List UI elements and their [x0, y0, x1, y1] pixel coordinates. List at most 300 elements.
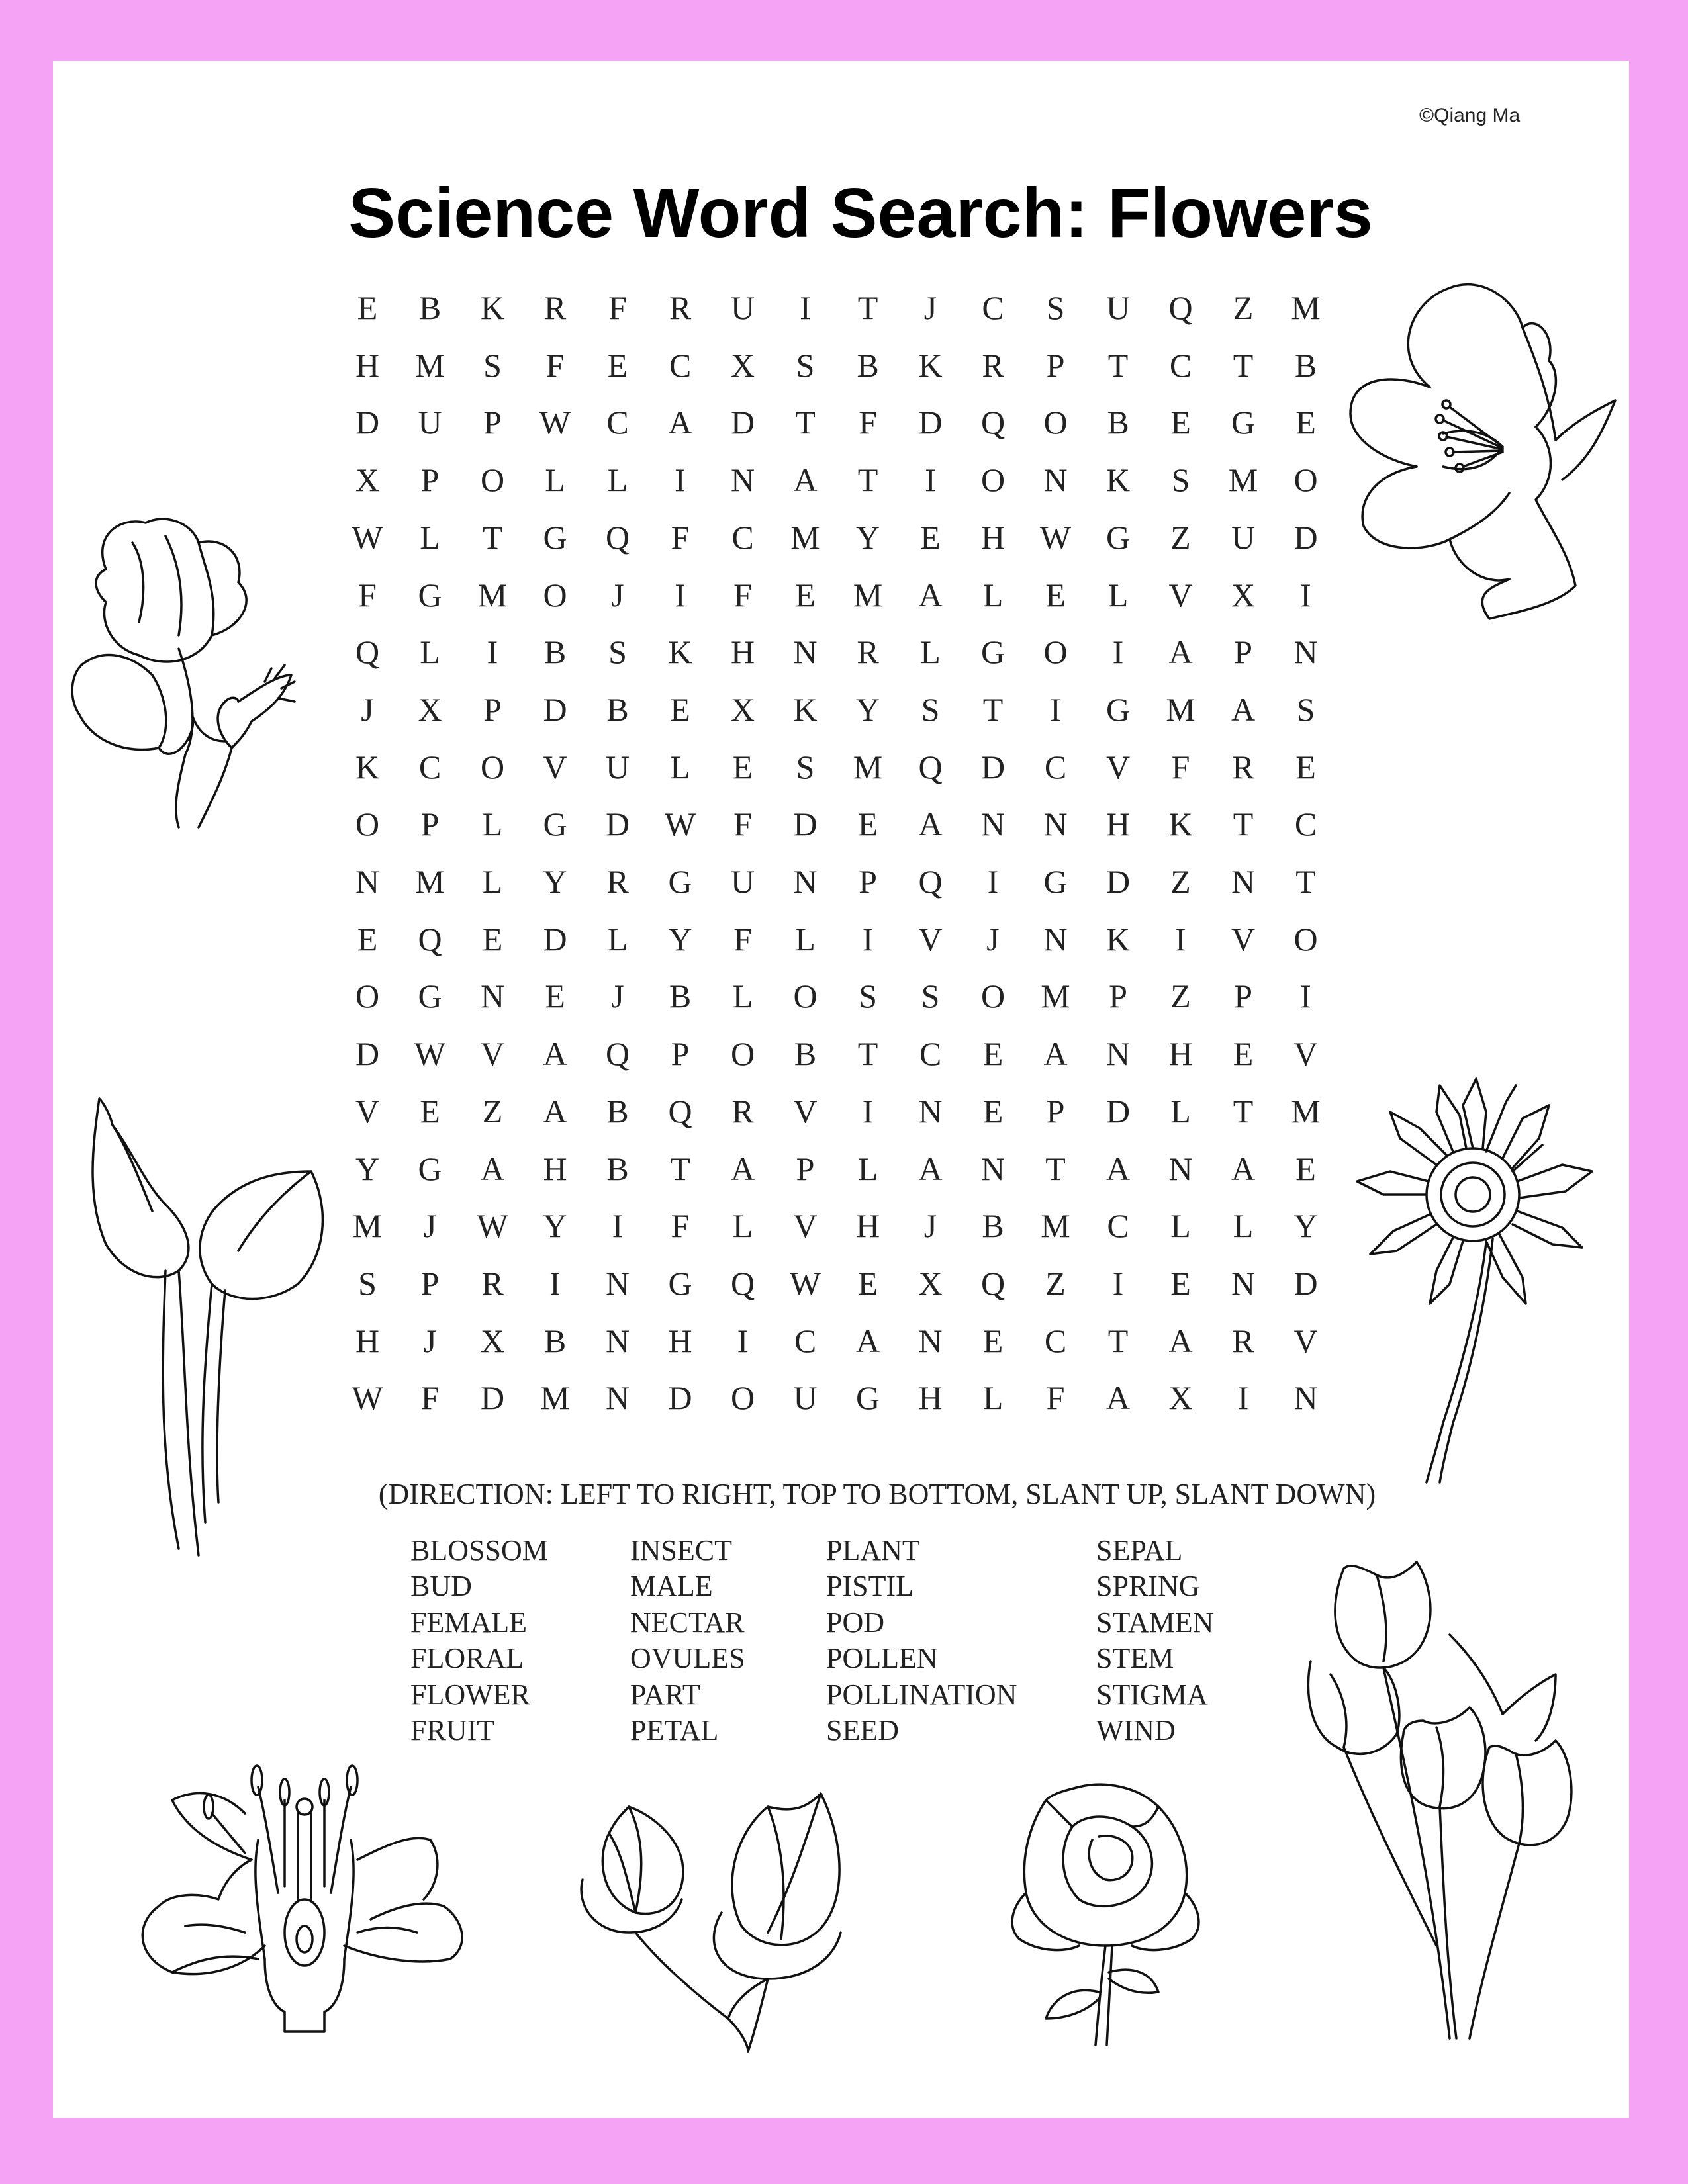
grid-letter: E [732, 748, 753, 786]
grid-letter: C [1044, 748, 1067, 786]
grid-letter: T [857, 1035, 878, 1073]
grid-letter: A [543, 1092, 567, 1130]
word-list-item: PART [630, 1678, 700, 1711]
grid-letter: R [731, 1092, 754, 1130]
grid-letter: D [980, 748, 1006, 786]
grid-letter: N [355, 863, 380, 900]
grid-letter: C [418, 748, 442, 786]
grid-letter: G [855, 1379, 880, 1417]
grid-letter: A [855, 1322, 880, 1359]
word-list-item: FRUIT [410, 1713, 495, 1747]
grid-letter: C [1044, 1322, 1067, 1359]
grid-letter: O [480, 748, 505, 786]
grid-letter: N [1293, 1379, 1318, 1417]
word-list-item: STEM [1096, 1642, 1174, 1675]
grid-letter: J [923, 289, 937, 326]
grid-letter: C [669, 346, 692, 384]
grid-letter: V [543, 748, 567, 786]
grid-letter: C [919, 1035, 942, 1073]
grid-letter: Q [668, 1092, 692, 1130]
grid-letter: E [670, 690, 690, 728]
grid-letter: L [795, 920, 816, 958]
grid-letter: X [1231, 576, 1256, 614]
word-list-column-2 [630, 1533, 745, 1749]
grid-letter: Y [855, 690, 880, 728]
grid-letter: Z [1170, 978, 1191, 1015]
grid-letter: D [355, 404, 380, 441]
grid-letter: N [793, 863, 818, 900]
grid-letter: E [420, 1092, 440, 1130]
page-title: Science Word Search: Flowers [348, 174, 1373, 252]
grid-letter: Y [668, 920, 692, 958]
grid-letter: W [477, 1207, 508, 1245]
grid-letter: E [857, 805, 878, 843]
grid-letter: A [1168, 1322, 1193, 1359]
grid-letter: T [1233, 346, 1254, 384]
grid-letter: Z [1233, 289, 1254, 326]
grid-letter: F [733, 920, 752, 958]
word-list-item: BLOSSOM [410, 1534, 548, 1567]
grid-letter: L [1233, 1207, 1254, 1245]
grid-letter: B [606, 1150, 629, 1187]
grid-letter: G [1105, 518, 1131, 556]
grid-letter: I [612, 1207, 624, 1245]
word-list-item: PISTIL [826, 1570, 914, 1603]
grid-letter: M [415, 346, 445, 384]
grid-letter: D [543, 690, 567, 728]
grid-letter: O [980, 461, 1006, 499]
grid-letter: D [730, 404, 755, 441]
grid-letter: D [918, 404, 943, 441]
grid-letter: S [483, 346, 502, 384]
grid-letter: D [668, 1379, 692, 1417]
grid-letter: W [539, 404, 571, 441]
word-list-item: MALE [630, 1570, 713, 1603]
grid-letter: L [857, 1150, 878, 1187]
grid-letter: C [731, 518, 754, 556]
grid-letter: I [862, 920, 874, 958]
word-list-item: BUD [410, 1570, 472, 1603]
grid-letter: M [853, 576, 883, 614]
word-list-item: STIGMA [1096, 1678, 1208, 1711]
grid-letter: Q [980, 404, 1006, 441]
grid-letter: P [420, 1264, 440, 1302]
grid-letter: I [675, 461, 686, 499]
grid-letter: K [1105, 920, 1131, 958]
grid-letter: R [1232, 1322, 1254, 1359]
grid-letter: C [982, 289, 1004, 326]
grid-letter: C [1107, 1207, 1129, 1245]
grid-letter: V [918, 920, 943, 958]
grid-letter: I [1112, 1264, 1124, 1302]
grid-letter: U [418, 404, 442, 441]
grid-letter: G [543, 805, 567, 843]
grid-letter: J [611, 978, 624, 1015]
grid-letter: K [355, 748, 380, 786]
grid-letter: D [1105, 1092, 1131, 1130]
grid-letter: I [549, 1264, 561, 1302]
grid-letter: J [361, 690, 374, 728]
sunflower-illustration [1344, 1066, 1609, 1489]
grid-letter: M [1041, 978, 1070, 1015]
grid-letter: L [1170, 1092, 1191, 1130]
grid-letter: E [857, 1264, 878, 1302]
grid-letter: S [921, 978, 940, 1015]
grid-letter: E [920, 518, 941, 556]
grid-letter: A [1168, 633, 1193, 671]
grid-letter: M [477, 576, 508, 614]
grid-letter: V [793, 1207, 818, 1245]
grid-letter: E [1170, 404, 1191, 441]
grid-letter: I [862, 1092, 874, 1130]
grid-letter: E [982, 1092, 1004, 1130]
grid-letter: O [1293, 920, 1318, 958]
grid-letter: S [796, 346, 815, 384]
word-list-item: FLORAL [410, 1642, 524, 1675]
grid-letter: F [608, 289, 627, 326]
poppy-flower-illustration [66, 516, 318, 834]
grid-letter: E [982, 1322, 1004, 1359]
grid-letter: Q [355, 633, 380, 671]
grid-letter: I [1237, 1379, 1249, 1417]
grid-letter: N [980, 805, 1006, 843]
grid-letter: M [1228, 461, 1258, 499]
grid-letter: N [1043, 805, 1068, 843]
grid-letter: Y [855, 518, 880, 556]
grid-letter: N [1043, 920, 1068, 958]
grid-letter: H [543, 1150, 567, 1187]
grid-letter: S [1171, 461, 1190, 499]
grid-letter: D [793, 805, 818, 843]
grid-letter: Q [1168, 289, 1193, 326]
grid-letter: K [480, 289, 505, 326]
grid-letter: V [1105, 748, 1131, 786]
grid-letter: A [918, 805, 943, 843]
grid-letter: O [793, 978, 818, 1015]
grid-letter: L [607, 920, 628, 958]
grid-letter: M [352, 1207, 383, 1245]
grid-letter: J [986, 920, 1000, 958]
grid-letter: D [355, 1035, 380, 1073]
grid-letter: G [1105, 690, 1131, 728]
grid-letter: W [352, 518, 383, 556]
grid-letter: Z [1170, 863, 1191, 900]
grid-letter: K [1105, 461, 1131, 499]
grid-letter: L [1107, 576, 1129, 614]
grid-letter: U [605, 748, 630, 786]
word-list-item: POD [826, 1606, 885, 1639]
grid-letter: I [925, 461, 936, 499]
grid-letter: M [1291, 1092, 1321, 1130]
flower-buds-illustration [569, 1780, 914, 2058]
grid-letter: E [607, 346, 628, 384]
grid-letter: E [545, 978, 565, 1015]
rose-illustration [993, 1774, 1218, 2052]
grid-letter: N [793, 633, 818, 671]
grid-letter: L [607, 461, 628, 499]
grid-letter: J [423, 1322, 437, 1359]
grid-letter: P [483, 404, 502, 441]
grid-letter: U [793, 1379, 818, 1417]
grid-letter: F [733, 576, 752, 614]
grid-letter: E [1170, 1264, 1191, 1302]
word-list-item: PLANT [826, 1534, 920, 1567]
grid-letter: I [1050, 690, 1061, 728]
grid-letter: S [796, 748, 815, 786]
grid-letter: S [358, 1264, 377, 1302]
grid-letter: N [1105, 1035, 1131, 1073]
grid-letter: Q [605, 1035, 630, 1073]
grid-letter: I [1300, 576, 1311, 614]
grid-letter: P [671, 1035, 690, 1073]
flower-cross-section-illustration [132, 1760, 477, 2038]
grid-letter: K [668, 633, 692, 671]
grid-letter: R [857, 633, 879, 671]
grid-letter: B [543, 633, 567, 671]
word-list-column-4 [1096, 1533, 1213, 1749]
grid-letter: H [980, 518, 1006, 556]
grid-letter: B [857, 346, 879, 384]
grid-letter: O [730, 1035, 755, 1073]
grid-letter: S [608, 633, 627, 671]
grid-letter: H [1105, 805, 1131, 843]
grid-letter: M [1291, 289, 1321, 326]
grid-letter: B [1294, 346, 1317, 384]
grid-letter: R [1232, 748, 1254, 786]
grid-letter: Y [1293, 1207, 1318, 1245]
grid-letter: E [1295, 748, 1316, 786]
grid-letter: U [730, 863, 755, 900]
grid-letter: X [918, 1264, 943, 1302]
grid-letter: V [1293, 1035, 1318, 1073]
grid-letter: X [480, 1322, 505, 1359]
grid-letter: G [668, 863, 692, 900]
grid-letter: F [733, 805, 752, 843]
grid-letter: H [1168, 1035, 1193, 1073]
grid-letter: P [1046, 346, 1065, 384]
grid-letter: V [1168, 576, 1193, 614]
grid-letter: R [606, 863, 629, 900]
grid-letter: E [795, 576, 816, 614]
grid-letter: G [980, 633, 1006, 671]
grid-letter: M [790, 518, 820, 556]
word-list-item: OVULES [630, 1642, 745, 1675]
grid-letter: L [482, 805, 503, 843]
word-list-item: NECTAR [630, 1606, 745, 1639]
grid-letter: H [730, 633, 755, 671]
grid-letter: I [1112, 633, 1124, 671]
grid-letter: L [732, 978, 753, 1015]
grid-letter: M [1166, 690, 1196, 728]
grid-letter: L [670, 748, 690, 786]
word-list-item: FLOWER [410, 1678, 530, 1711]
grid-letter: N [1231, 863, 1256, 900]
grid-letter: B [669, 978, 692, 1015]
grid-letter: E [1233, 1035, 1254, 1073]
word-list-column-1 [410, 1533, 548, 1749]
grid-letter: W [664, 805, 696, 843]
grid-letter: H [918, 1379, 943, 1417]
grid-letter: H [355, 1322, 380, 1359]
grid-letter: T [1233, 805, 1254, 843]
grid-letter: T [1045, 1150, 1066, 1187]
calla-lily-illustration [86, 1092, 338, 1562]
grid-letter: I [800, 289, 811, 326]
grid-letter: N [605, 1264, 630, 1302]
word-list-item: SEED [826, 1713, 899, 1747]
grid-letter: J [611, 576, 624, 614]
word-list-item: WIND [1096, 1713, 1176, 1747]
grid-letter: K [1168, 805, 1193, 843]
grid-letter: Z [1045, 1264, 1066, 1302]
grid-letter: P [1109, 978, 1127, 1015]
grid-letter: A [730, 1150, 755, 1187]
grid-letter: O [1293, 461, 1318, 499]
grid-letter: V [793, 1092, 818, 1130]
grid-letter: K [918, 346, 943, 384]
grid-letter: L [920, 633, 941, 671]
grid-letter: J [423, 1207, 437, 1245]
grid-letter: T [1107, 346, 1129, 384]
grid-letter: V [355, 1092, 380, 1130]
grid-letter: E [1295, 1150, 1316, 1187]
grid-letter: A [1105, 1379, 1131, 1417]
grid-letter: L [732, 1207, 753, 1245]
grid-letter: L [420, 633, 440, 671]
grid-letter: T [482, 518, 503, 556]
grid-letter: N [480, 978, 505, 1015]
grid-letter: R [543, 289, 567, 326]
grid-letter: P [859, 863, 877, 900]
grid-letter: P [796, 1150, 815, 1187]
grid-letter: I [737, 1322, 749, 1359]
grid-letter: R [669, 289, 692, 326]
grid-letter: S [859, 978, 877, 1015]
grid-letter: M [540, 1379, 570, 1417]
grid-letter: F [671, 1207, 690, 1245]
grid-letter: B [606, 1092, 629, 1130]
grid-letter: F [420, 1379, 440, 1417]
grid-letter: B [606, 690, 629, 728]
grid-letter: B [982, 1207, 1004, 1245]
grid-letter: T [1233, 1092, 1254, 1130]
grid-letter: Y [543, 1207, 567, 1245]
grid-letter: D [1293, 518, 1318, 556]
grid-letter: Q [605, 518, 630, 556]
grid-letter: T [670, 1150, 690, 1187]
grid-letter: T [1295, 863, 1316, 900]
grid-letter: A [543, 1035, 567, 1073]
grid-letter: O [355, 978, 380, 1015]
grid-letter: D [605, 805, 630, 843]
grid-letter: C [606, 404, 629, 441]
copyright-notice: ©Qiang Ma [1419, 105, 1521, 126]
grid-letter: A [793, 461, 818, 499]
grid-letter: I [1300, 978, 1311, 1015]
grid-letter: E [1295, 404, 1316, 441]
word-list-item: INSECT [630, 1534, 732, 1567]
grid-letter: W [789, 1264, 821, 1302]
grid-letter: N [980, 1150, 1006, 1187]
grid-letter: P [1046, 1092, 1065, 1130]
grid-letter: U [1231, 518, 1256, 556]
grid-letter: U [730, 289, 755, 326]
grid-letter: N [605, 1379, 630, 1417]
grid-letter: T [982, 690, 1004, 728]
grid-letter: P [1234, 978, 1252, 1015]
grid-letter: G [418, 576, 442, 614]
grid-letter: A [480, 1150, 505, 1187]
grid-letter: Q [918, 863, 943, 900]
grid-letter: D [480, 1379, 505, 1417]
grid-letter: R [982, 346, 1004, 384]
grid-letter: A [1231, 690, 1256, 728]
grid-letter: E [482, 920, 503, 958]
direction-note: (DIRECTION: LEFT TO RIGHT, TOP TO BOTTOM, SLANT UP, SLANT DOWN) [378, 1478, 1376, 1510]
grid-letter: U [1105, 289, 1131, 326]
grid-letter: A [1043, 1035, 1068, 1073]
grid-letter: C [1294, 805, 1317, 843]
grid-letter: M [1041, 1207, 1070, 1245]
word-list-item: FEMALE [410, 1606, 527, 1639]
grid-letter: R [481, 1264, 504, 1302]
grid-letter: Y [355, 1150, 380, 1187]
grid-letter: O [480, 461, 505, 499]
grid-letter: W [414, 1035, 446, 1073]
grid-letter: S [1046, 289, 1065, 326]
grid-letter: F [859, 404, 877, 441]
grid-letter: F [358, 576, 377, 614]
grid-letter: M [853, 748, 883, 786]
grid-letter: C [1169, 346, 1192, 384]
grid-letter: G [418, 1150, 442, 1187]
word-list-column-3 [826, 1533, 1017, 1749]
grid-letter: F [1046, 1379, 1065, 1417]
grid-letter: A [918, 576, 943, 614]
grid-letter: J [923, 1207, 937, 1245]
grid-letter: Q [730, 1264, 755, 1302]
grid-letter: I [987, 863, 999, 900]
grid-letter: V [1231, 920, 1256, 958]
grid-letter: X [1168, 1379, 1193, 1417]
grid-letter: N [1043, 461, 1068, 499]
grid-letter: O [730, 1379, 755, 1417]
grid-letter: G [1043, 863, 1068, 900]
grid-letter: A [668, 404, 692, 441]
word-list-item: SEPAL [1096, 1534, 1183, 1567]
grid-letter: G [668, 1264, 692, 1302]
grid-letter: V [480, 1035, 505, 1073]
grid-letter: P [420, 805, 440, 843]
grid-letter: F [1171, 748, 1190, 786]
grid-letter: A [1105, 1150, 1131, 1187]
word-list-item: POLLINATION [826, 1678, 1017, 1711]
grid-letter: S [921, 690, 940, 728]
grid-letter: L [482, 863, 503, 900]
grid-letter: N [730, 461, 755, 499]
grid-letter: V [1293, 1322, 1318, 1359]
grid-letter: T [1107, 1322, 1129, 1359]
grid-letter: O [355, 805, 380, 843]
grid-letter: I [675, 576, 686, 614]
grid-letter: I [1175, 920, 1186, 958]
grid-letter: A [918, 1150, 943, 1187]
grid-letter: M [415, 863, 445, 900]
grid-letter: N [1293, 633, 1318, 671]
word-list-item: STAMEN [1096, 1606, 1214, 1639]
grid-letter: G [543, 518, 567, 556]
grid-letter: G [1231, 404, 1256, 441]
